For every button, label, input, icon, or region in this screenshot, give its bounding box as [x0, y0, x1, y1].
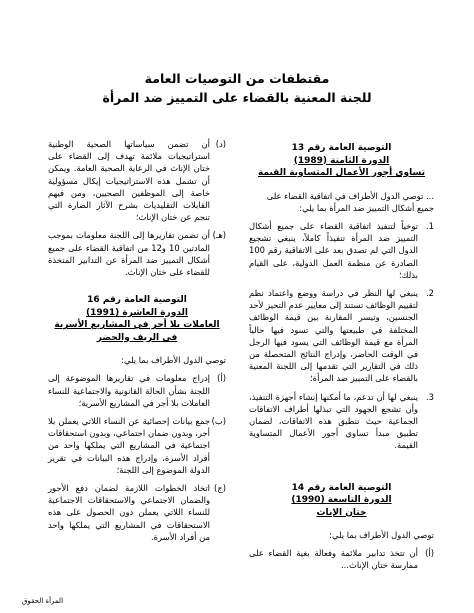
recommendation-14-heading: [249, 482, 434, 520]
recommendation-13-session: الدورة الثامنة (1989): [293, 155, 390, 166]
list-item: [249, 287, 434, 385]
recommendation-14-continued-list: [48, 138, 226, 278]
recommendation-13-list: [249, 220, 434, 452]
list-item-number: 3.: [425, 391, 434, 402]
recommendation-13-lead: ... توصي الدول الأطراف في اتفاقية القضاء على جميع أشكال التمييز ضد المرأة بما يلي:: [266, 190, 434, 213]
list-item: [48, 372, 226, 409]
list-item: [48, 138, 226, 223]
recommendation-16-list: [48, 372, 226, 543]
recommendation-14-lead: توصي الدول الأطراف بما يلي:: [329, 530, 434, 541]
list-item: [249, 547, 434, 571]
list-item-number: (ب): [211, 416, 226, 427]
recommendation-13-number: التوصية العامة رقم 13: [291, 143, 392, 153]
recommendation-16-session: الدورة العاشرة (1991): [85, 307, 188, 318]
list-item-text: ينبغي لها أن تدعم، ما أمكنها إنشاء أجهزة التنفيذ، وأن تشجع الجهود التي تبذلها أطراف الاتفاقات الجماعية حيث تنطبق هذه الاتفاقات، لضمان تطبيق مبدأ تساوي أجور الأعمال المتساوية القيمة.: [249, 391, 418, 451]
recommendation-16-topic-line2: في الريف والحضر: [96, 332, 178, 343]
list-item-number: 1.: [425, 220, 434, 231]
list-item-text: إدراج معلومات في تقاريرها الموضوعة إلى اللجنة بشأن الحالة القانونية والاجتماعية للنساء العاملات بلا أجر في المشاريع الأسرية؛: [48, 373, 210, 408]
recommendation-14-number: التوصية العامة رقم 14: [291, 482, 392, 493]
right-column: [249, 138, 434, 578]
list-item-number: (أ): [425, 548, 434, 559]
recommendation-16-heading: [48, 294, 226, 344]
list-item-number: 2.: [425, 287, 434, 298]
list-item-text: توخياً لتنفيذ اتفاقية القضاء على جميع أشكال التمييز ضد المرأة تنفيذاً كاملاً، ينبغي تشجيع الدول التي لم تصدق بعد على الاتفاقية رقم 100 الصادرة عن منظمة العمل الدولية، على القيام بذلك؛: [249, 220, 418, 280]
recommendation-16-lead: توصي الدول الأطراف بما يلي:: [121, 355, 226, 366]
recommendation-16-topic: العاملات بلا أجر في المشاريع الأسرية: [54, 320, 220, 331]
list-item-text: اتخاذ الخطوات اللازمة لضمان دفع الأجور والضمان الاجتماعي والاستحقاقات الاجتماعية للنساء اللاتي يعملن دون الحصول على هذه الاستحقاقات في المشاريع التي يملكها واحد من أفراد الأسرة.: [48, 483, 210, 542]
recommendation-14-list: [249, 547, 434, 571]
recommendation-13-topic: تساوي أجور الأعمال المتساوية القيمة: [257, 168, 426, 178]
list-item: [48, 415, 226, 476]
recommendation-13-heading: [249, 142, 434, 180]
list-item: [48, 482, 226, 543]
list-item-text: أن تضمن تقاريرها إلى اللجنة معلومات بموجب المادتين 10 و12 من اتفاقية القضاء على جميع أشكال التمييز ضد المرأة عن التدابير المتخذة للقضاء على ختان الإناث.: [48, 230, 210, 278]
list-item-number: (ج): [214, 483, 226, 494]
list-item-number: (هـ): [212, 230, 226, 241]
list-item-text: أن تضمن سياساتها الصحية الوطنية استراتيجيات ملائمة تهدف إلى القضاء على ختان الإناث في الرعاية الصحية العامة. ويمكن أن تشمل هذه الاستراتيجيات إيكال مسؤولية خاصة إلى الموظفين الصحيين، ومن فيهم القابلات التقليديات بشرح الآثار الضارة التي تنجم عن ختان الإناث؛: [48, 139, 210, 223]
list-item-text: أن تتخذ تدابير ملائمة وفعالة بغية القضاء على ممارسة ختان الإناث...: [249, 548, 418, 571]
list-item-number: (أ): [217, 373, 226, 384]
list-item-number: (د): [215, 139, 226, 149]
recommendation-16-number: التوصية العامة رقم 16: [87, 295, 187, 306]
recommendation-14-session: الدورة التاسعة (1990): [291, 495, 392, 506]
list-item-text: ينبغي لها النظر في دراسة ووضع واعتماد نظم لتقييم الوظائف تستند إلى معايير عدم التحيز لأحد الجنسين، وتيسر المقارنة بين قيمة الوظائف المختلفة في طبيعتها والتي تسود فيها حالياً المرأة مع قيمة الوظائف التي يسود فيها الرجل في الوقت الحاضر، وإدراج النتائج المتحصلة من ذلك في التقارير التي تقدمها إلى اللجنة المعنية بالقضاء على التمييز ضد المرأة؛: [249, 287, 418, 384]
left-column: [48, 138, 226, 549]
list-item-text: جمع بيانات إحصائية عن النساء اللاتي يعملن بلا أجر، وبدون ضمان اجتماعي، وبدون استحقاقات اجتماعية في المشاريع التي يملكها واحد من أفراد الأسرة، وإدراج هذه البيانات في تقرير الدولة الموضوع إلى اللجنة؛: [48, 416, 210, 475]
document-subtitle: للجنة المعنية بالقضاء على التمييز ضد المرأة: [102, 90, 372, 105]
list-item: [48, 229, 226, 278]
page-footer: المرأة الحقوق: [22, 597, 64, 605]
list-item: [249, 220, 434, 281]
document-title: مقتطفات من التوصيات العامة: [144, 71, 330, 86]
recommendation-14-topic: ختان الإناث: [316, 507, 367, 518]
list-item: [249, 391, 434, 452]
